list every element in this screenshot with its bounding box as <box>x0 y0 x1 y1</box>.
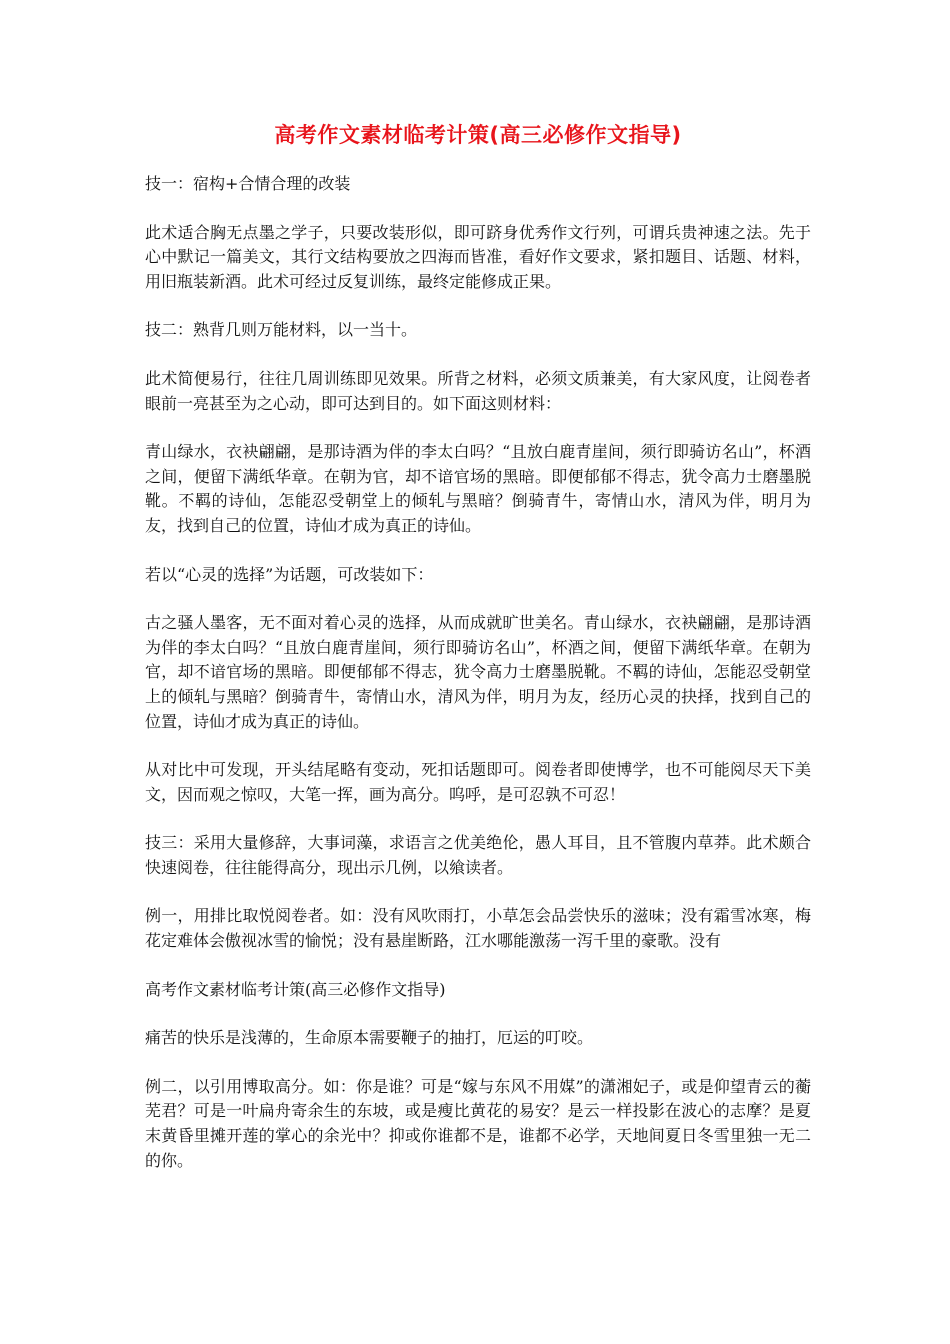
document-title: 高考作文素材临考计策(高三必修作文指导) <box>274 123 682 147</box>
paragraph-technique-2-heading: 技二：熟背几则万能材料，以一当十。 <box>145 320 418 340</box>
paragraph-example-1-continued: 痛苦的快乐是浅薄的，生命原本需要鞭子的抽打，厄运的叮咬。 <box>145 1028 594 1048</box>
paragraph-comparison-note: 从对比中可发现，开头结尾略有变动，死扣话题即可。阅卷者即使博学，也不可能阅尽天下美文，因而观之惊叹，大笔一挥，画为高分。呜呼，是可忍孰不可忍！ <box>145 760 811 804</box>
document-page <box>145 118 811 1197</box>
paragraph-sample-material: 青山绿水，衣袂翩翩，是那诗酒为伴的李太白吗？“且放白鹿青崖间，须行即骑访名山”，杯酒之间，便留下满纸华章。在朝为官，却不谙官场的黑暗。即便郁郁不得志，犹令高力士磨墨脱靴。不羁的诗仙，怎能忍受朝堂上的倾轧与黑暗？倒骑青牛，寄情山水，清风为伴，明月为友，找到自己的位置，诗仙才成为真正的诗仙。 <box>145 442 811 535</box>
paragraph-topic-intro: 若以“心灵的选择”为话题，可改装如下： <box>145 564 434 584</box>
paragraph-adapted-material: 古之骚人墨客，无不面对着心灵的选择，从而成就旷世美名。青山绿水，衣袂翩翩，是那诗酒为伴的李太白吗？“且放白鹿青崖间，须行即骑访名山”，杯酒之间，便留下满纸华章。在朝为官，却不谙官场的黑暗。即便郁郁不得志，犹令高力士磨墨脱靴。不羁的诗仙，怎能忍受朝堂上的倾轧与黑暗？倒骑青牛，寄情山水，清风为伴，明月为友，经历心灵的抉择，找到自己的位置，诗仙才成为真正的诗仙。 <box>145 613 811 731</box>
paragraph-technique-1-body: 此术适合胸无点墨之学子，只要改装形似，即可跻身优秀作文行列，可谓兵贵神速之法。先于心中默记一篇美文，其行文结构要放之四海而皆准，看好作文要求，紧扣题目、话题、材料，用旧瓶装新酒。此术可经过反复训练，最终定能修成正果。 <box>145 222 811 291</box>
paragraph-repeated-title: 高考作文素材临考计策(高三必修作文指导) <box>145 979 446 999</box>
paragraph-technique-3-heading: 技三：采用大量修辞，大事词藻，求语言之优美绝伦，愚人耳目，且不管腹内草莽。此术颇合快速阅卷，往往能得高分，现出示几例，以飨读者。 <box>145 833 811 877</box>
paragraph-example-2: 例二，以引用博取高分。如：你是谁？可是“嫁与东风不用媒”的潇湘妃子，或是仰望青云的蘅芜君？可是一叶扁舟寄余生的东坡，或是瘦比黄花的易安？是云一样投影在波心的志摩？是夏末黄昏里摊开莲的掌心的余光中？抑或你谁都不是，谁都不必学，天地间夏日冬雪里独一无二的你。 <box>145 1076 811 1170</box>
paragraph-technique-1-heading: 技一：宿构+合情合理的改装 <box>145 174 351 193</box>
paragraph-technique-2-body: 此术简便易行，往往几周训练即见效果。所背之材料，必须文质兼美，有大家风度，让阅卷者眼前一亮甚至为之心动，即可达到目的。如下面这则材料： <box>145 368 811 413</box>
paragraph-example-1: 例一，用排比取悦阅卷者。如：没有风吹雨打，小草怎会品尝快乐的滋味；没有霜雪冰寒，梅花定难体会傲视冰雪的愉悦；没有悬崖断路，江水哪能激荡一泻千里的豪歌。没有 <box>145 906 811 951</box>
